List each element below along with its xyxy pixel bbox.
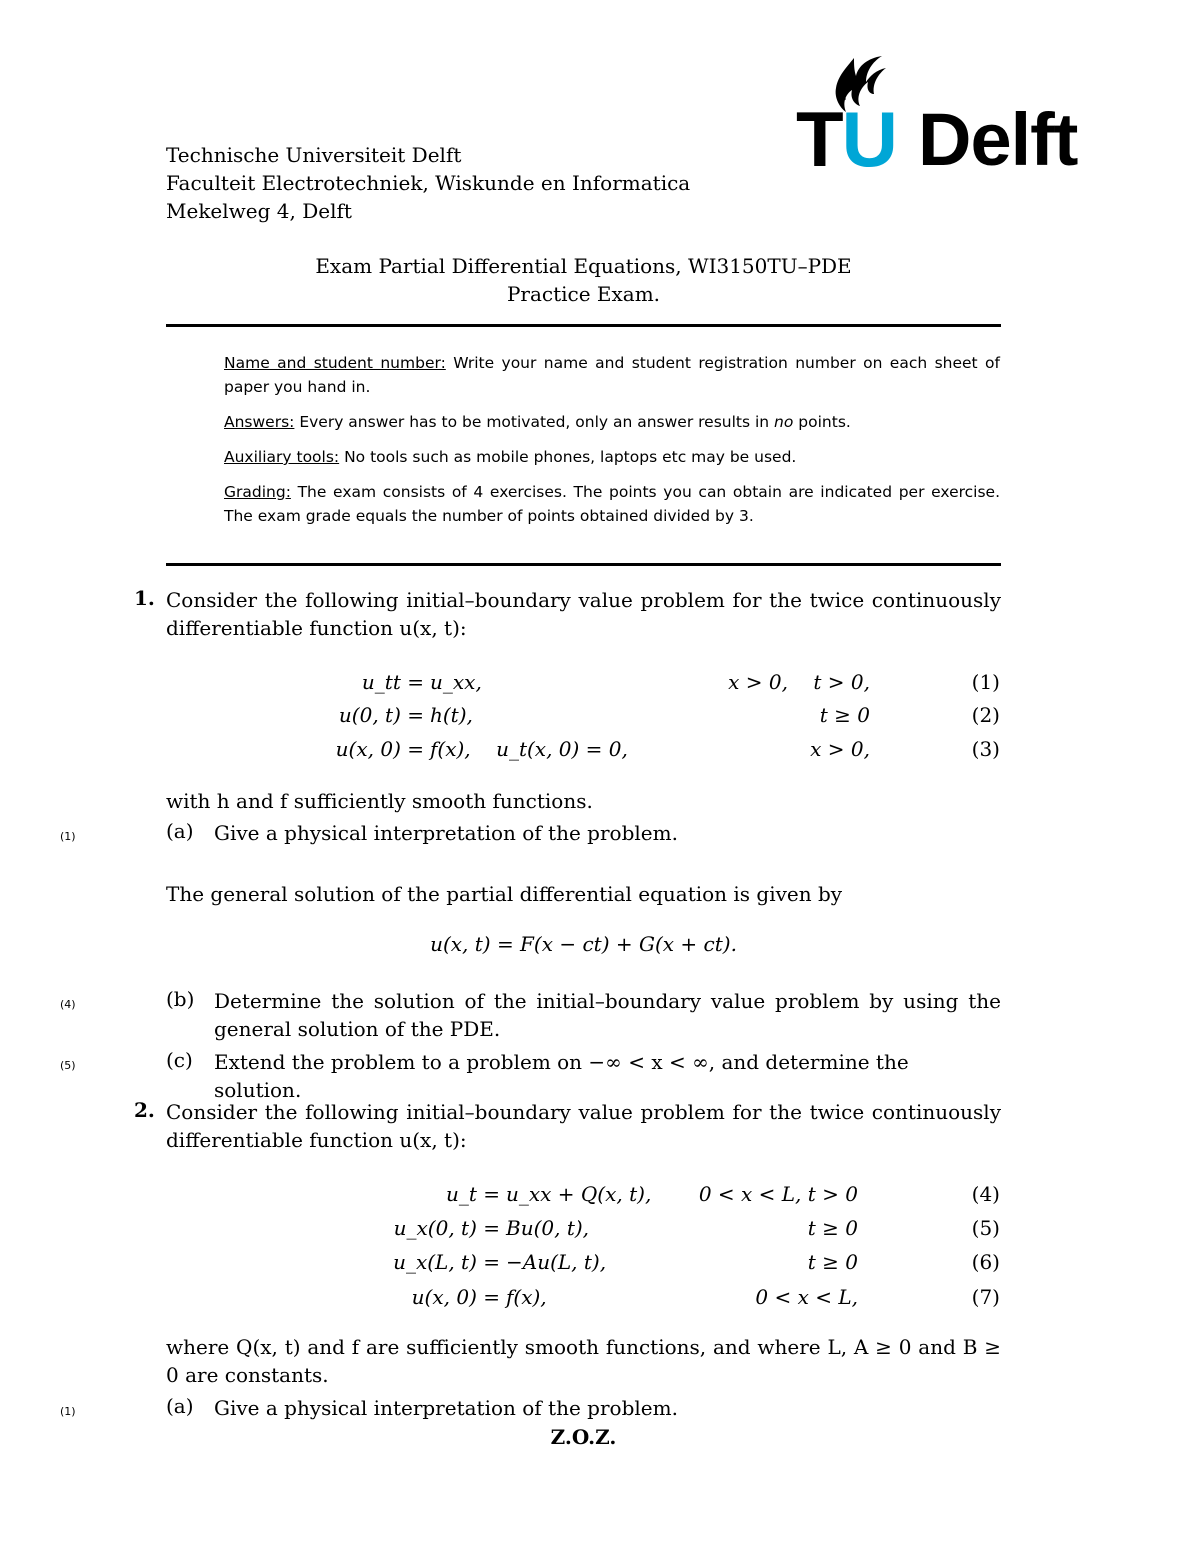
- q1-number: 1.: [134, 586, 155, 610]
- address: Mekelweg 4, Delft: [166, 199, 352, 223]
- eq-number: (6): [971, 1250, 1000, 1274]
- eq-number: (1): [971, 670, 1000, 694]
- bottom-divider: [166, 563, 1001, 566]
- logo-delft: Delft: [918, 98, 1078, 181]
- logo-letter-u: U: [841, 95, 896, 183]
- eq-cond: x > 0, t > 0,: [728, 670, 870, 694]
- eq-lhs: u(x, 0) =: [335, 737, 424, 761]
- eq-rhs: f(x), u_t(x, 0) = 0,: [430, 737, 628, 761]
- q1c-text: Extend the problem to a problem on −∞ < x < ∞, and determine the solution.: [214, 1050, 909, 1102]
- q2-eq-4: [0, 1179, 1200, 1209]
- q1-eq-1: [0, 667, 1200, 697]
- eq-lhs: u_x(L, t) =: [393, 1250, 500, 1274]
- q2-eq-6: [0, 1247, 1200, 1277]
- grading-label: Grading:: [224, 483, 291, 501]
- eq-cond: t ≥ 0: [807, 1250, 858, 1274]
- eq-lhs: u(x, 0) =: [411, 1285, 500, 1309]
- name-label: Name and student number:: [224, 354, 446, 372]
- q2-eq-5: [0, 1213, 1200, 1243]
- eq-lhs: u_tt =: [361, 670, 424, 694]
- eq-cond: x > 0,: [810, 737, 870, 761]
- exam-subtitle: Practice Exam.: [506, 282, 661, 306]
- eq-rhs: h(t),: [430, 703, 473, 727]
- eq-number: (3): [971, 737, 1000, 761]
- name-text: Write your name and student registration number on each sheet of paper you hand in.: [224, 354, 1000, 396]
- q1a-label: (a): [166, 819, 194, 843]
- q1-general-eq: u(x, t) = F(x − ct) + G(x + ct).: [430, 932, 737, 956]
- eq-lhs: u_x(0, t) =: [393, 1216, 500, 1240]
- instruction-grading: [224, 480, 1000, 528]
- eq-lhs: u_t =: [445, 1182, 500, 1206]
- q1b-points: (4): [60, 998, 76, 1011]
- q1-after: with h and f sufficiently smooth functions.: [166, 789, 593, 813]
- faculty-name: Faculteit Electrotechniek, Wiskunde en Informatica: [166, 171, 691, 195]
- q2-after: where Q(x, t) and f are sufficiently smooth functions, and where L, A ≥ 0 and B ≥ 0 are constants.: [166, 1335, 1001, 1387]
- answers-text-a: Every answer has to be motivated, only an answer results in: [294, 413, 775, 431]
- eq-cond: t ≥ 0: [807, 1216, 858, 1240]
- q2-number: 2.: [134, 1098, 155, 1122]
- answers-no: no: [774, 413, 794, 431]
- eq-number: (2): [971, 703, 1000, 727]
- q1a-points: (1): [60, 830, 76, 843]
- grading-text: The exam consists of 4 exercises. The points you can obtain are indicated per exercise. The exam grade equals the number of points obtained divided by 3.: [224, 483, 1000, 525]
- footer-zoz: Z.O.Z.: [550, 1425, 617, 1449]
- answers-label: Answers:: [224, 413, 295, 431]
- q1c-points: (5): [60, 1059, 76, 1072]
- eq-rhs: −Au(L, t),: [506, 1250, 607, 1274]
- q2-intro: Consider the following initial–boundary value problem for the twice continuously differentiable function u(x, t):: [166, 1100, 1001, 1152]
- q1-intro: Consider the following initial–boundary value problem for the twice continuously differentiable function u(x, t):: [166, 588, 1001, 640]
- q1b-label: (b): [166, 987, 195, 1011]
- eq-rhs: f(x),: [506, 1285, 547, 1309]
- tudelft-logo: [796, 50, 1086, 183]
- instruction-answers: [224, 410, 1000, 434]
- eq-lhs: u(0, t) =: [338, 703, 424, 727]
- logo-letter-t: T: [796, 95, 842, 183]
- university-name: Technische Universiteit Delft: [166, 143, 462, 167]
- eq-cond: t ≥ 0: [819, 703, 870, 727]
- q2a-label: (a): [166, 1394, 194, 1418]
- exam-title: Exam Partial Differential Equations, WI3150TU–PDE: [315, 254, 852, 278]
- q1a-text: Give a physical interpretation of the problem.: [214, 821, 678, 845]
- eq-cond: 0 < x < L, t > 0: [698, 1182, 858, 1206]
- q2a-text: Give a physical interpretation of the problem.: [214, 1396, 678, 1420]
- q2a-points: (1): [60, 1405, 76, 1418]
- q1b-text: Determine the solution of the initial–boundary value problem by using the general solution of the PDE.: [214, 989, 1001, 1041]
- instruction-name: [224, 351, 1000, 399]
- eq-number: (7): [971, 1285, 1000, 1309]
- eq-rhs: u_xx + Q(x, t),: [506, 1182, 652, 1206]
- q1-eq-3: [0, 734, 1200, 764]
- top-divider: [166, 324, 1001, 327]
- answers-text-b: points.: [793, 413, 851, 431]
- q2-eq-7: [0, 1282, 1200, 1312]
- tools-label: Auxiliary tools:: [224, 448, 340, 466]
- q1-eq-2: [0, 700, 1200, 730]
- eq-number: (4): [971, 1182, 1000, 1206]
- logo-tu: [796, 95, 896, 183]
- tools-text: No tools such as mobile phones, laptops etc may be used.: [339, 448, 797, 466]
- instruction-tools: [224, 445, 1000, 469]
- q1-general: The general solution of the partial differential equation is given by: [166, 882, 843, 906]
- eq-number: (5): [971, 1216, 1000, 1240]
- eq-rhs: u_xx,: [430, 670, 482, 694]
- eq-rhs: Bu(0, t),: [506, 1216, 590, 1240]
- q1c-label: (c): [166, 1048, 193, 1072]
- eq-cond: 0 < x < L,: [755, 1285, 858, 1309]
